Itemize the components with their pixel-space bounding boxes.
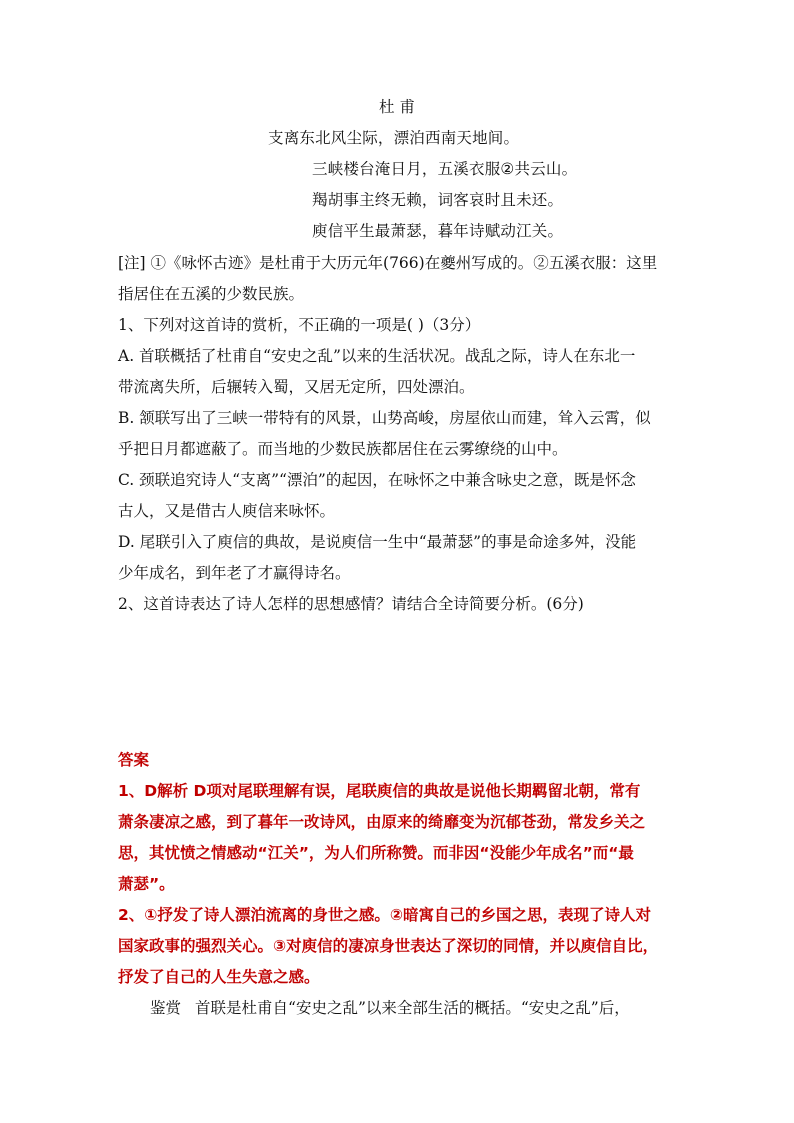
option-d-line-2: 少年成名，到年老了才赢得诗名。 xyxy=(118,564,351,582)
option-a-line-2: 带流离失所，后辗转入蜀，又居无定所，四处漂泊。 xyxy=(118,378,475,396)
option-c-line-1: C. 颈联追究诗人“支离”“漂泊”的起因，在咏怀之中兼含咏史之意，既是怀念 xyxy=(118,471,636,489)
option-c-line-2: 古人，又是借古人庾信来咏怀。 xyxy=(118,502,336,520)
option-b-line-1: B. 颔联写出了三峡一带特有的风景，山势高峻，房屋依山而建，耸入云霄，似 xyxy=(118,409,651,427)
answer-1-line-4: 萧瑟”。 xyxy=(118,875,175,893)
question-2: 2、这首诗表达了诗人怎样的思想感情？请结合全诗简要分析。(6分) xyxy=(118,595,584,613)
poem-author: 杜 甫 xyxy=(379,98,415,116)
answer-2-line-1: 2、①抒发了诗人漂泊流离的身世之感。②暗寓自己的乡国之思，表现了诗人对 xyxy=(118,906,652,924)
answer-heading: 答案 xyxy=(118,751,150,769)
option-d-line-1: D. 尾联引入了庾信的典故，是说庾信一生中“最萧瑟”的事是命途多舛，没能 xyxy=(118,533,637,551)
appreciation-label: 鉴赏 xyxy=(150,999,182,1017)
appreciation-text: 首联是杜甫自“安史之乱”以来全部生活的概括。“安史之乱”后， xyxy=(195,999,630,1017)
note-line-1: [注] ①《咏怀古迹》是杜甫于大历元年(766)在夔州写成的。②五溪衣服：这里 xyxy=(118,254,658,272)
appreciation-line xyxy=(150,997,630,1019)
option-b-line-2: 乎把日月都遮蔽了。而当地的少数民族都居住在云雾缭绕的山中。 xyxy=(118,440,568,458)
poem-line-3: 羯胡事主终无赖，词客哀时且未还。 xyxy=(312,191,564,209)
answer-2-line-3: 抒发了自己的人生失意之感。 xyxy=(118,968,320,986)
note-line-2: 指居住在五溪的少数民族。 xyxy=(118,285,305,303)
question-1: 1、下列对这首诗的赏析，不正确的一项是( )（3分） xyxy=(118,316,481,334)
answer-1-line-1: 1、D解析 D项对尾联理解有误，尾联庾信的典故是说他长期羁留北朝，常有 xyxy=(118,782,641,800)
option-a-line-1: A. 首联概括了杜甫自“安史之乱”以来的生活状况。战乱之际，诗人在东北一 xyxy=(118,347,636,365)
answer-2-line-2: 国家政事的强烈关心。③对庾信的凄凉身世表达了深切的同情，并以庾信自比， xyxy=(118,937,659,955)
poem-line-1: 支离东北风尘际，漂泊西南天地间。 xyxy=(268,129,520,147)
answer-1-line-3: 思，其忧愤之情感动“江关”，为人们所称赞。而非因“没能少年成名”而“最 xyxy=(118,844,634,862)
answer-1-line-2: 萧条凄凉之感，到了暮年一改诗风，由原来的绮靡变为沉郁苍劲，常发乡关之 xyxy=(118,813,646,831)
poem-line-4: 庾信平生最萧瑟，暮年诗赋动江关。 xyxy=(312,222,564,240)
poem-line-2: 三峡楼台淹日月，五溪衣服②共云山。 xyxy=(312,160,578,178)
